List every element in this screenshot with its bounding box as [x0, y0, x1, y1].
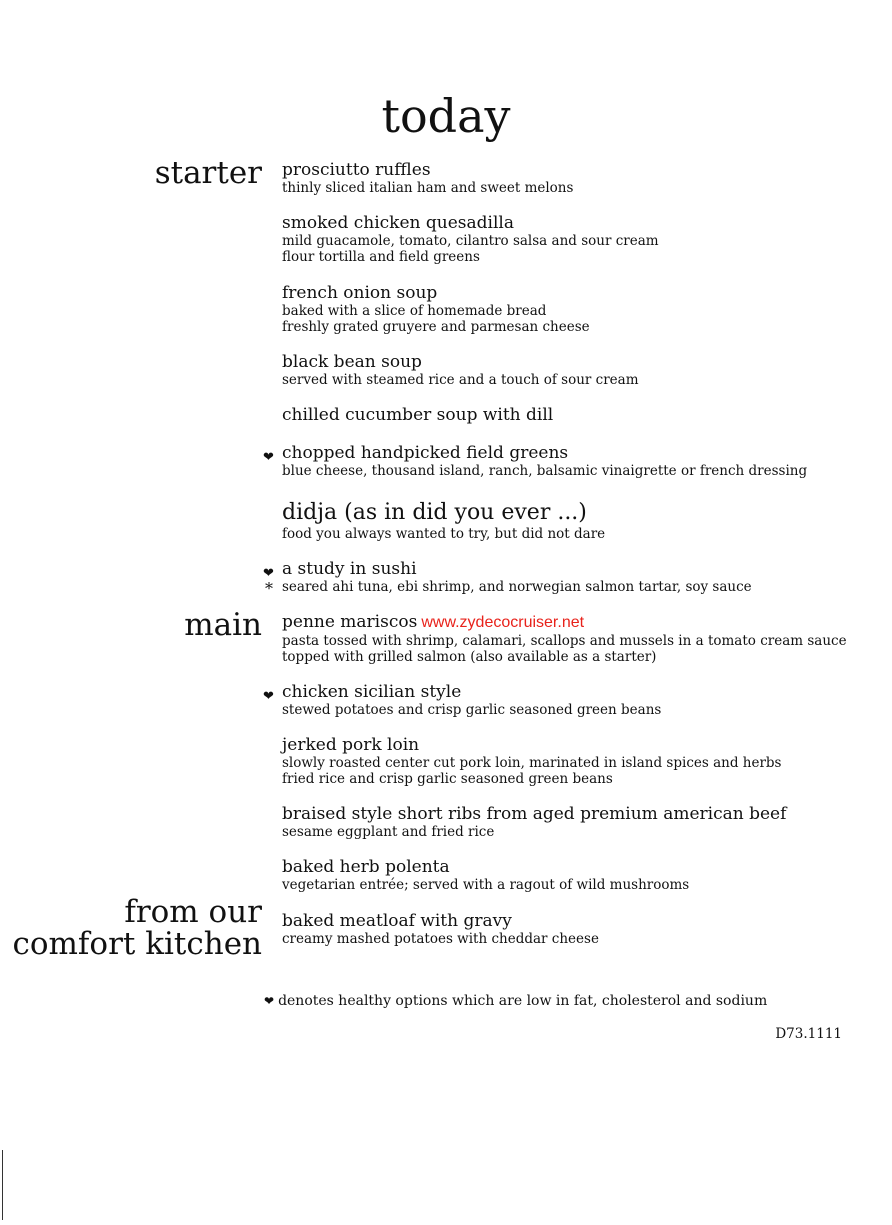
- heart-icon: ❤: [264, 994, 275, 1008]
- item-description-line2: flour tortilla and field greens: [282, 249, 480, 265]
- heart-icon: ❤: [263, 689, 274, 704]
- item-description-line2: fried rice and crisp garlic seasoned green beans: [282, 771, 613, 787]
- item-description: baked with a slice of homemade bread: [282, 303, 547, 319]
- menu-item: [282, 735, 781, 787]
- item-name: didja (as in did you ever ...): [282, 500, 587, 525]
- menu-item: [282, 559, 752, 595]
- item-name: braised style short ribs from aged premium american beef: [282, 804, 787, 824]
- menu-item: [282, 857, 689, 893]
- item-name: penne mariscos: [282, 612, 418, 632]
- item-description: mild guacamole, tomato, cilantro salsa and sour cream: [282, 233, 659, 249]
- section-starter: starter: [154, 155, 262, 191]
- menu-item: [282, 500, 605, 542]
- item-name: jerked pork loin: [282, 735, 420, 755]
- item-description: stewed potatoes and crisp garlic seasoned green beans: [282, 702, 662, 718]
- menu-item: [282, 405, 553, 425]
- item-description: thinly sliced italian ham and sweet melons: [282, 180, 574, 196]
- scan-edge-line: [2, 1150, 3, 1220]
- healthy-footnote: [264, 992, 767, 1010]
- item-description-line2: freshly grated gruyere and parmesan cheese: [282, 319, 590, 335]
- section-main: main: [184, 607, 262, 643]
- item-description-line2: topped with grilled salmon (also available as a starter): [282, 649, 657, 665]
- menu-item: [282, 283, 590, 335]
- watermark: www.zydecocruiser.net: [421, 614, 585, 631]
- item-name: smoked chicken quesadilla: [282, 213, 514, 233]
- item-name: black bean soup: [282, 352, 422, 372]
- menu-item: [282, 160, 573, 196]
- asterisk-icon: *: [265, 579, 273, 598]
- item-name: chopped handpicked field greens: [282, 443, 569, 463]
- item-name: baked herb polenta: [282, 857, 450, 877]
- section-comfort-line2: comfort kitchen: [12, 926, 262, 962]
- menu-item: [282, 682, 661, 718]
- item-name: chicken sicilian style: [282, 682, 462, 702]
- menu-item: [282, 911, 599, 947]
- item-description: sesame eggplant and fried rice: [282, 824, 495, 840]
- menu-item: [282, 612, 847, 665]
- item-name: french onion soup: [282, 283, 438, 303]
- item-description: blue cheese, thousand island, ranch, balsamic vinaigrette or french dressing: [282, 463, 808, 479]
- menu-item: [282, 213, 659, 265]
- heart-icon: ❤: [263, 450, 274, 465]
- menu-title: today: [381, 89, 511, 143]
- menu-code: D73.1111: [775, 1026, 842, 1042]
- item-description: served with steamed rice and a touch of sour cream: [282, 372, 639, 388]
- item-name: baked meatloaf with gravy: [282, 911, 512, 931]
- item-description: pasta tossed with shrimp, calamari, scallops and mussels in a tomato cream sauce: [282, 633, 847, 649]
- item-description: seared ahi tuna, ebi shrimp, and norwegian salmon tartar, soy sauce: [282, 579, 752, 595]
- menu-item: [282, 443, 807, 479]
- item-description: slowly roasted center cut pork loin, marinated in island spices and herbs: [282, 755, 782, 771]
- footnote-text: denotes healthy options which are low in fat, cholesterol and sodium: [278, 993, 768, 1009]
- menu-item: [282, 352, 639, 388]
- heart-icon: ❤: [263, 566, 274, 581]
- item-name: prosciutto ruffles: [282, 160, 431, 180]
- item-description: vegetarian entrée; served with a ragout of wild mushrooms: [282, 877, 690, 893]
- item-description: creamy mashed potatoes with cheddar cheese: [282, 931, 599, 947]
- item-name: chilled cucumber soup with dill: [282, 405, 554, 425]
- item-name: a study in sushi: [282, 559, 417, 579]
- section-comfort-line1: from our: [124, 894, 262, 930]
- menu-item: [282, 804, 786, 840]
- item-description: food you always wanted to try, but did not dare: [282, 526, 606, 542]
